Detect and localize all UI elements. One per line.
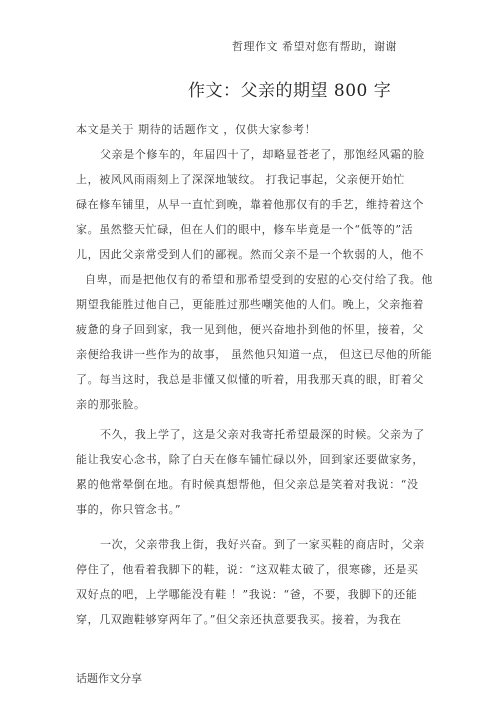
text-line-8: 疲惫的身子回到家，我一见到他，便兴奋地扑到他的怀里，接着，父 xyxy=(76,323,424,336)
page-header: 哲理作文 希望对您有帮助，谢谢 xyxy=(232,40,397,53)
text-line-10: 了。每当这时，我总是非懂又似懂的听着，用我那天真的眼，盯着父 xyxy=(76,373,424,386)
essay-title: 作文：父亲的期望 800 字 xyxy=(188,81,392,101)
text-line-13: 能让我安心念书，除了白天在修车铺忙碌以外，回到家还要做家务， xyxy=(76,453,424,466)
text-line-3: 碌在修车铺里，从早一直忙到晚，靠着他那仅有的手艺，维持着这个 xyxy=(76,198,424,211)
text-line-9: 亲便给我讲一些作为的故事， 虽然他只知道一点， 但这已尽他的所能 xyxy=(76,348,433,361)
text-line-7: 期望我能胜过他自己，更能胜过那些嘲笑他的人们。晚上，父亲拖着 xyxy=(76,298,424,311)
text-line-18: 双好点的吧，上学哪能没有鞋 ！”我说：“爸，不要，我脚下的还能 xyxy=(76,588,418,601)
text-line-12: 不久，我上学了，这是父亲对我寄托希望最深的时候。父亲为了 xyxy=(100,428,425,441)
text-line-16: 一次，父亲带我上街，我好兴奋。到了一家买鞋的商店时，父亲 xyxy=(100,538,425,551)
text-line-11: 亲的那张脸。 xyxy=(76,398,146,411)
text-line-2: 上，被风风雨雨刻上了深深地皱纹。 打我记事起，父亲便开始忙 xyxy=(76,173,405,186)
text-line-1: 父亲是个修车的，年届四十了，却略显苍老了，那饱经风霜的脸 xyxy=(100,148,425,161)
text-line-4: 家。虽然整天忙碌，但在人们的眼中，修车毕竟是一个“低等的”活 xyxy=(76,223,414,236)
page-footer: 话题作文分享 xyxy=(76,672,142,685)
text-line-6: 自卑，而是把他仅有的希望和那希望受到的安慰的心交付给了我。他 xyxy=(85,273,433,286)
text-line-15: 事的，你只管念书。” xyxy=(76,503,182,516)
text-line-5: 儿，因此父亲常受到人们的鄙视。然而父亲不是一个软弱的人，他不 xyxy=(76,248,424,261)
text-line-17: 停住了，他看着我脚下的鞋，说：“这双鞋太破了，很寒碜，还是买 xyxy=(76,563,419,576)
intro-line: 本文是关于 期待的话题作文 ，仅供大家参考！ xyxy=(76,123,317,136)
text-line-14: 累的他常晕倒在地。有时候真想帮他，但父亲总是笑着对我说：“没 xyxy=(76,478,419,491)
text-line-19: 穿，几双跑鞋够穿两年了。”但父亲还执意要我买。接着，为我在 xyxy=(76,613,402,626)
